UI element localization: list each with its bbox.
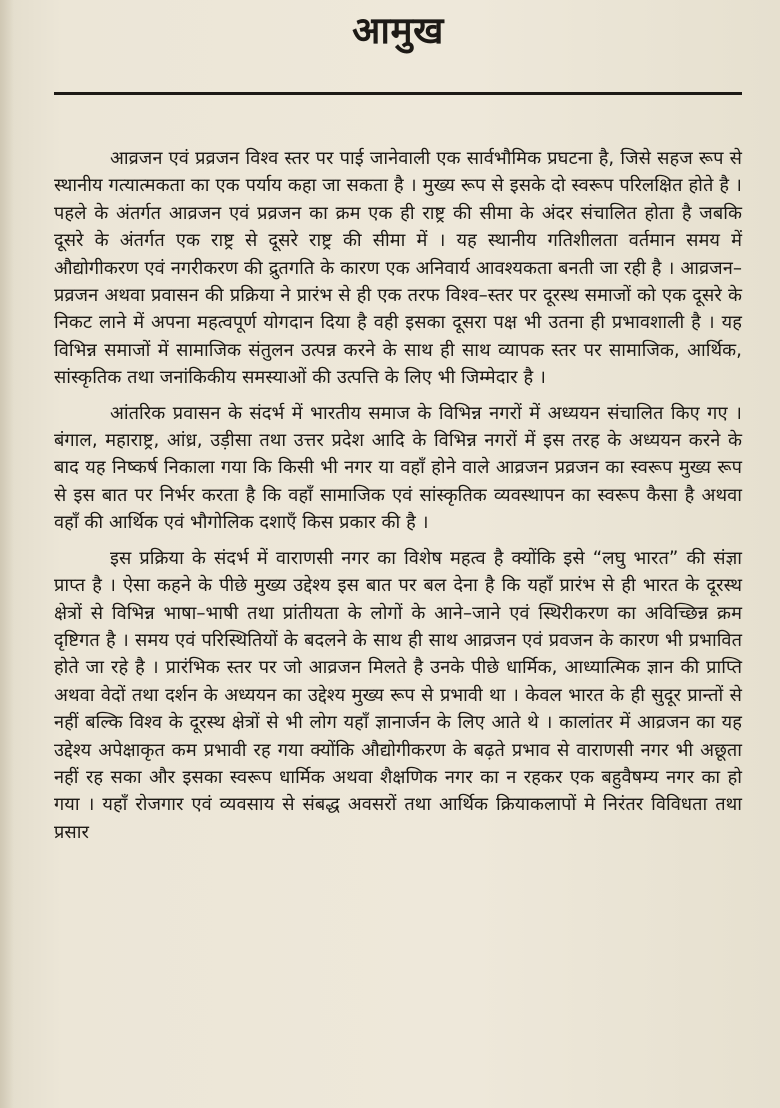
title-divider-rule: [54, 92, 742, 95]
page-title: आमुख: [352, 9, 444, 52]
paragraph-1: आव्रजन एवं प्रव्रजन विश्व स्तर पर पाई जानेवाली एक सार्वभौमिक प्रघटना है, जिसे सहज रूप से स्थानीय गत्यात्मकता का एक पर्याय कहा जा सकता है । मुख्य रूप से इसके दो स्वरूप परिलक्षित होते है । पहले के अंतर्गत आव्रजन एवं प्रव्रजन का क्रम एक ही राष्ट्र की सीमा के अंदर संचालित होता है जबकि दूसरे के अंतर्गत एक राष्ट्र से दूसरे राष्ट्र की सीमा में । यह स्थानीय गतिशीलता वर्तमान समय में औद्योगीकरण एवं नगरीकरण की द्रुतगति के कारण एक अनिवार्य आवश्यकता बनती जा रही है । आव्रजन–प्रव्रजन अथवा प्रवासन की प्रक्रिया ने प्रारंभ से ही एक तरफ विश्व–स्तर पर दूरस्थ समाजों को एक दूसरे के निकट लाने में अपना महत्वपूर्ण योगदान दिया है वही इसका दूसरा पक्ष भी उतना ही प्रभावशाली है । यह विभिन्न समाजों में सामाजिक संतुलन उत्पन्न करने के साथ ही साथ व्यापक स्तर पर सामाजिक, आर्थिक, सांस्कृतिक तथा जनांकिकीय समस्याओं की उत्पत्ति के लिए भी जिम्मेदार है ।: [54, 148, 742, 389]
body-text: [54, 145, 742, 846]
paragraph-2: आंतरिक प्रवासन के संदर्भ में भारतीय समाज के विभिन्न नगरों में अध्ययन संचालित किए गए । बंगाल, महाराष्ट्र, आंध्र, उड़ीसा तथा उत्तर प्रदेश आदि के विभिन्न नगरों में इस तरह के अध्ययन करने के बाद यह निष्कर्ष निकाला गया कि किसी भी नगर या वहाँ होने वाले आव्रजन प्रव्रजन का स्वरूप मुख्य रूप से इस बात पर निर्भर करता है कि वहाँ सामाजिक एवं सांस्कृतिक व्यवस्थापन का स्वरूप कैसा है अथवा वहाँ की आर्थिक एवं भौगोलिक दशाएँ किस प्रकार की है ।: [54, 402, 742, 534]
paragraph-3: इस प्रक्रिया के संदर्भ में वाराणसी नगर का विशेष महत्व है क्योंकि इसे “लघु भारत” की संज्ञा प्राप्त है । ऐसा कहने के पीछे मुख्य उद्देश्य इस बात पर बल देना है कि यहाँ प्रारंभ से ही भारत के दूरस्थ क्षेत्रों से विभिन्न भाषा–भाषी तथा प्रांतीयता के लोगों के आने–जाने एवं स्थिरीकरण का अविच्छिन्न क्रम दृष्टिगत है । समय एवं परिस्थितियों के बदलने के साथ ही साथ आव्रजन एवं प्रवजन के कारण भी प्रभावित होते जा रहे है । प्रारंभिक स्तर पर जो आव्रजन मिलते है उनके पीछे धार्मिक, आध्यात्मिक ज्ञान की प्राप्ति अथवा वेदों तथा दर्शन के अध्ययन का उद्देश्य मुख्य रूप से प्रभावी था । केवल भारत के ही सुदूर प्रान्तों से नहीं बल्कि विश्व के दूरस्थ क्षेत्रों से भी लोग यहाँ ज्ञानार्जन के लिए आते थे । कालांतर में आव्रजन का यह उद्देश्य अपेक्षाकृत कम प्रभावी रह गया क्योंकि औद्योगीकरण के बढ़ते प्रभाव से वाराणसी नगर भी अछूता नहीं रह सका और इसका स्वरूप धार्मिक अथवा शैक्षणिक नगर का न रहकर एक बहुवैषम्य नगर का हो गया । यहाँ रोजगार एवं व्यवसाय से संबद्ध अवसरों तथा आर्थिक क्रियाकलापों मे निरंतर विविधता तथा प्रसार: [54, 547, 742, 843]
